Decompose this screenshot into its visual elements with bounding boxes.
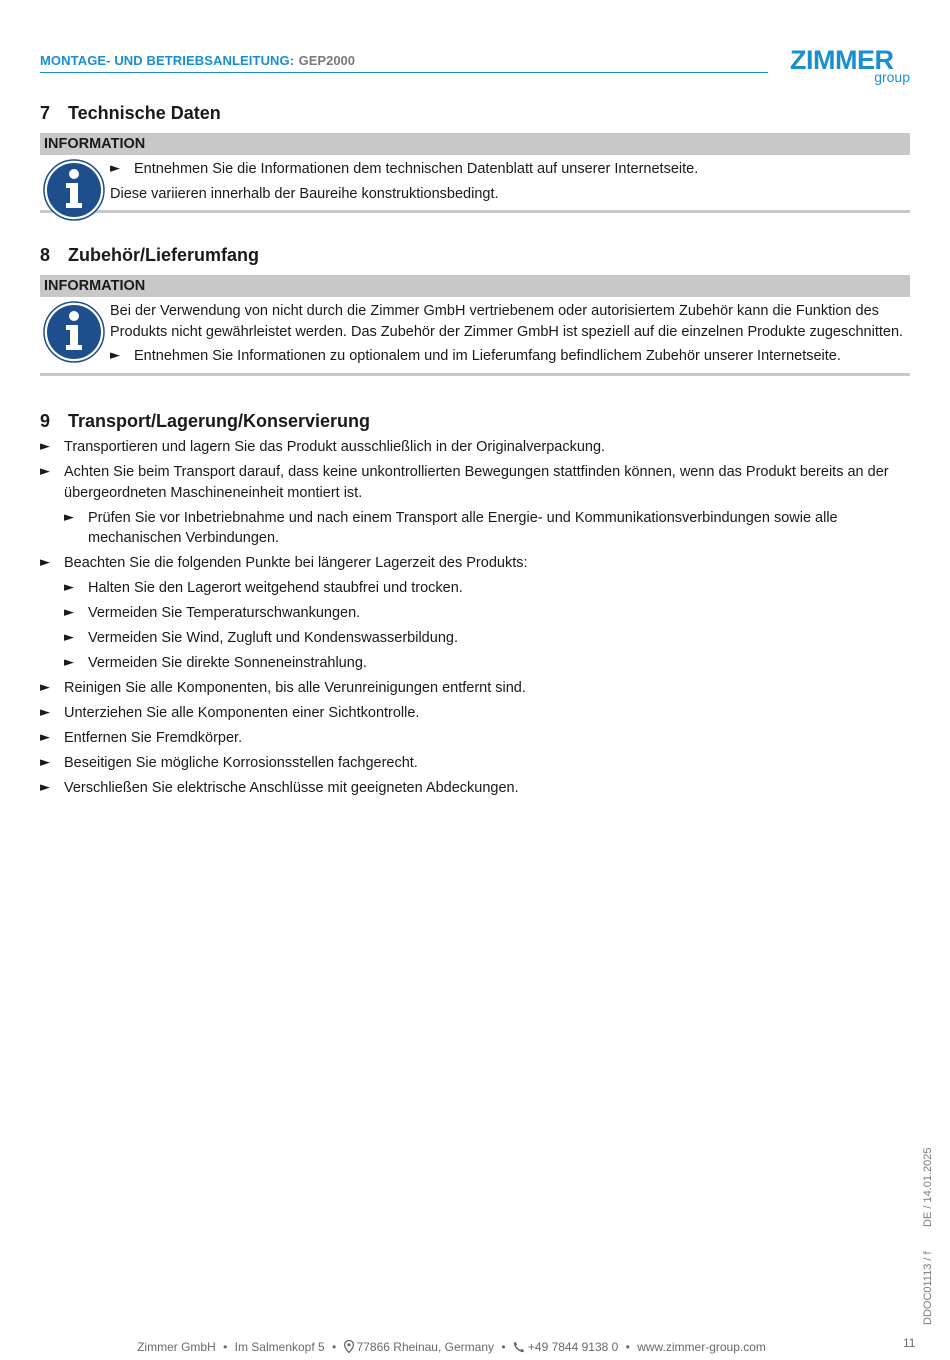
information-box	[40, 133, 910, 213]
list-item: ► Transportieren und lagern Sie das Produkt ausschließlich in der Originalverpackung.	[40, 437, 910, 458]
zimmer-logo	[790, 46, 912, 88]
list-item: ► Achten Sie beim Transport darauf, dass keine unkontrollierten Bewegungen stattfinden können, wenn das Produkt bereits an der übergeordneten Maschineneinheit montiert ist.	[40, 462, 910, 503]
section-title: Transport/Lagerung/Konservierung	[68, 411, 371, 431]
section-title: Zubehör/Lieferumfang	[68, 245, 260, 265]
information-body	[40, 155, 910, 210]
section-title: Technische Daten	[68, 103, 221, 123]
information-label: INFORMATION	[40, 133, 910, 155]
footer-website[interactable]: www.zimmer-group.com	[637, 1340, 766, 1354]
footer-street: Im Salmenkopf 5	[234, 1340, 325, 1354]
page-header	[40, 52, 768, 73]
footer-separator: •	[625, 1340, 630, 1354]
logo-main-text: ZIMMER	[790, 45, 894, 75]
list-item: ► Verschließen Sie elektrische Anschlüsse mit geeigneten Abdeckungen.	[40, 778, 910, 799]
list-item: ► Reinigen Sie alle Komponenten, bis alle Verunreinigungen entfernt sind.	[40, 678, 910, 699]
instruction-list	[40, 437, 910, 799]
section-heading	[40, 101, 910, 125]
page-footer	[0, 1340, 903, 1354]
document-reference-text: DDOC01113 / f DE / 14.01.2025	[922, 1147, 934, 1325]
product-name: GEP2000	[298, 53, 356, 68]
list-item: ► Beseitigen Sie mögliche Korrosionsstellen fachgerecht.	[40, 753, 910, 774]
section-technische-daten	[40, 101, 910, 213]
list-item: ► Unterziehen Sie alle Komponenten einer Sichtkontrolle.	[40, 703, 910, 724]
list-item: ► Beachten Sie die folgenden Punkte bei längerer Lagerzeit des Produkts:	[40, 553, 910, 574]
info-text: Diese variieren innerhalb der Baureihe konstruktionsbedingt.	[110, 185, 499, 202]
footer-company: Zimmer GmbH	[137, 1340, 216, 1354]
section-number: 9	[40, 411, 51, 431]
section-transport	[40, 409, 910, 803]
logo-sub-text: group	[874, 69, 910, 85]
information-body	[40, 297, 910, 373]
list-subitem: ► Vermeiden Sie Wind, Zugluft und Kondenswasserbildung.	[64, 628, 910, 649]
list-subitem: ► Vermeiden Sie Temperaturschwankungen.	[64, 603, 910, 624]
section-number: 7	[40, 103, 51, 123]
list-subitem: ► Vermeiden Sie direkte Sonneneinstrahlung.	[64, 653, 910, 674]
phone-icon	[513, 1341, 525, 1353]
information-label: INFORMATION	[40, 275, 910, 297]
info-icon	[43, 159, 105, 221]
info-text: Bei der Verwendung von nicht durch die Zimmer GmbH vertriebenem oder autorisiertem Zubehör kann die Funktion des Produkts nicht gewährleistet werden. Das Zubehör der Zimmer GmbH ist speziell auf die einzelnen Produkte zugeschnitten.	[110, 303, 904, 340]
info-icon	[43, 301, 105, 363]
footer-separator: •	[223, 1340, 228, 1354]
information-box	[40, 275, 910, 376]
document-reference	[920, 1105, 940, 1325]
section-heading	[40, 243, 910, 267]
list-subitem: ► Prüfen Sie vor Inbetriebnahme und nach einem Transport alle Energie- und Kommunikationsverbindungen sowie alle mechanischen Verbindungen.	[64, 508, 910, 549]
list-subitem: ► Halten Sie den Lagerort weitgehend staubfrei und trocken.	[64, 578, 910, 599]
footer-separator: •	[332, 1340, 337, 1354]
location-pin-icon	[344, 1340, 354, 1353]
info-instruction: ► Entnehmen Sie die Informationen dem technischen Datenblatt auf unserer Internetseite.	[110, 159, 910, 180]
section-heading	[40, 409, 910, 433]
footer-phone: +49 7844 9138 0	[527, 1340, 619, 1354]
section-zubehoer	[40, 243, 910, 376]
info-instruction: ► Entnehmen Sie Informationen zu optionalem und im Lieferumfang befindlichem Zubehör unserer Internetseite.	[110, 346, 910, 367]
page-number: 11	[903, 1336, 916, 1350]
footer-separator: •	[501, 1340, 506, 1354]
section-number: 8	[40, 245, 51, 265]
list-item: ► Entfernen Sie Fremdkörper.	[40, 728, 910, 749]
document-title: MONTAGE- UND BETRIEBSANLEITUNG:	[40, 53, 295, 68]
footer-city: 77866 Rheinau, Germany	[356, 1340, 494, 1354]
